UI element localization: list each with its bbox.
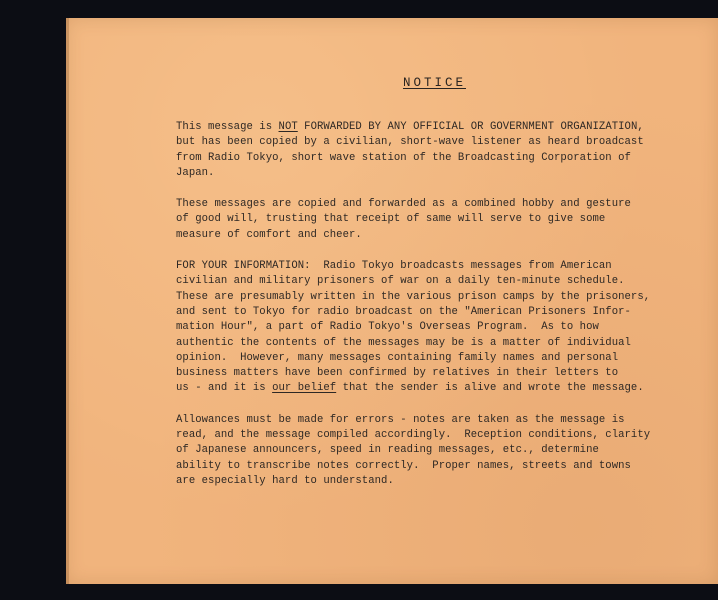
p1-text-end: FORWARDED BY ANY OFFICIAL OR GOVERNMENT ORGANIZATION, but has been copied by a civilian, short-wave listener as heard broadcast from Radio Tokyo, short wave station of the Broadcasting Corporation of Japan. (176, 121, 644, 179)
p3-text-start: FOR YOUR INFORMATION: Radio Tokyo broadcasts messages from American civilian and military prisoners of war on a daily ten-minute schedule. These are presumably written in the various prison camps by the prisoners, and sent to Tokyo for radio broadcast on the "American Prisoners Infor- mation Hour", a part of Radio Tokyo's Overseas Program. As to how authentic the contents of the messages may be is a matter of individual opinion. However, many messages containing family names and personal business matters have been confirmed by relatives in their letters to us - and it is (176, 260, 651, 395)
paragraph-2: These messages are copied and forwarded as a combined hobby and gesture of good will, trusting that receipt of same will serve to give some measure of comfort and cheer. (176, 198, 631, 241)
paragraph-4: Allowances must be made for errors - notes are taken as the message is read, and the message compiled accordingly. Reception conditions, clarity of Japanese announcers, speed in reading messages, etc., determine ability to transcribe notes correctly. Proper names, streets and towns are especially hard to understand. (176, 413, 651, 487)
paper-edge (66, 18, 69, 584)
notice-title (66, 76, 718, 90)
paragraph-3 (176, 259, 696, 397)
notice-paper (66, 18, 718, 584)
p1-underlined-not: NOT (278, 121, 298, 133)
p3-underlined-our-belief: our belief (272, 382, 337, 395)
notice-title-text: NOTICE (402, 76, 466, 90)
p3-text-end: that the sender is alive and wrote the message. (336, 382, 644, 395)
notice-body (176, 120, 696, 505)
p1-text-start: This message is (176, 121, 279, 133)
paragraph-1 (176, 120, 696, 181)
